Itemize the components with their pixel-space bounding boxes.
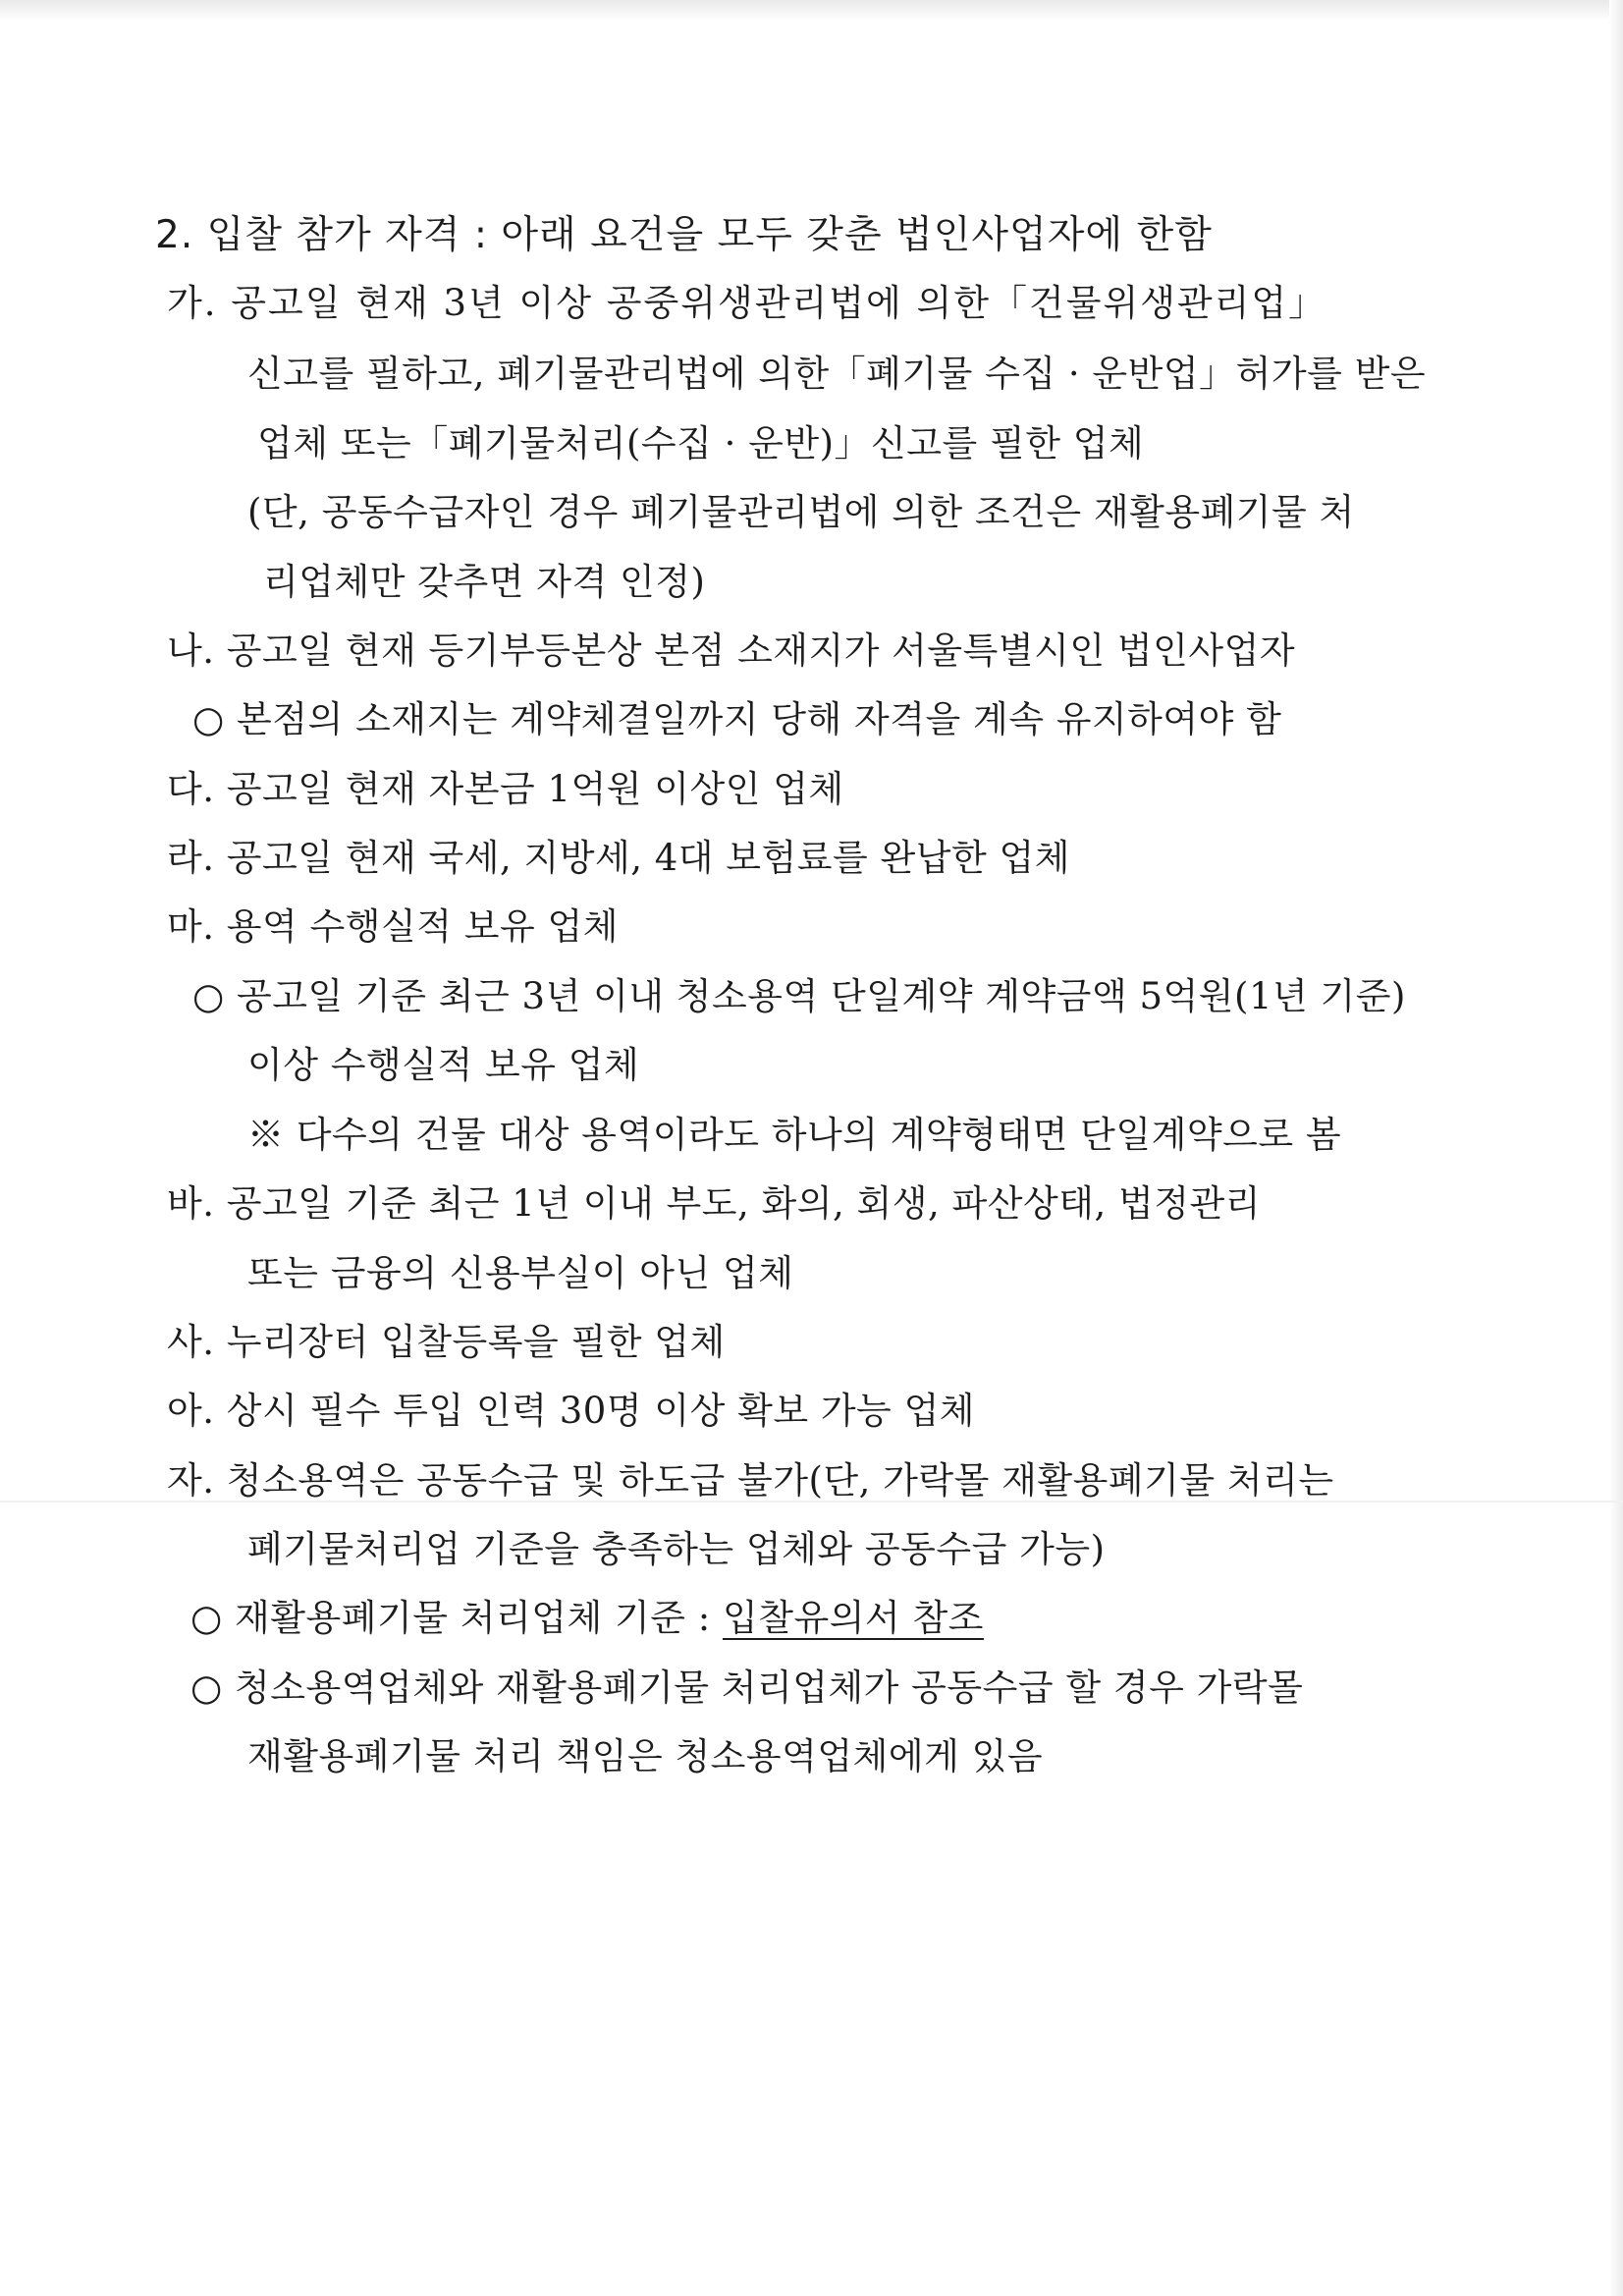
scan-right-edge [1609, 0, 1623, 2296]
item-ba-line-2: 또는 금융의 신용부실이 아닌 업체 [247, 1252, 794, 1294]
item-ma-note: ※ 다수의 건물 대상 용역이라도 하나의 계약형태면 단일계약으로 봄 [247, 1114, 1342, 1156]
item-ma-bullet-line-2: 이상 수행실적 보유 업체 [247, 1044, 640, 1086]
item-ma: 마. 용역 수행실적 보유 업체 [167, 905, 619, 948]
item-ja-bullet-2-line-2: 재활용폐기물 처리 책임은 청소용역업체에게 있음 [247, 1735, 1044, 1777]
section-heading: 2. 입찰 참가 자격 : 아래 요건을 모두 갖춘 법인사업자에 한함 [155, 213, 1213, 257]
item-ga-line-1: 가. 공고일 현재 3년 이상 공중위생관리법에 의한「건물위생관리업」 [167, 282, 1327, 324]
criteria-label: ○ 재활용폐기물 처리업체 기준 : [190, 1597, 723, 1639]
item-na: 나. 공고일 현재 등기부등본상 본점 소재지가 서울특별시인 법인사업자 [167, 629, 1296, 672]
item-ja-line-1: 자. 청소용역은 공동수급 및 하도급 불가(단, 가락몰 재활용폐기물 처리는 [167, 1459, 1334, 1502]
item-ra: 라. 공고일 현재 국세, 지방세, 4대 보험료를 완납한 업체 [167, 837, 1070, 879]
bidding-instructions-reference: 입찰유의서 참조 [722, 1597, 984, 1639]
item-ja-line-2: 폐기물처리업 기준을 충족하는 업체와 공동수급 가능) [247, 1528, 1106, 1570]
item-ga-line-2: 신고를 필하고, 폐기물관리법에 의한「폐기물 수집 · 운반업」허가를 받은 [247, 353, 1427, 395]
item-ma-bullet-line-1: ○ 공고일 기준 최근 3년 이내 청소용역 단일계약 계약금액 5억원(1년 기준) [192, 975, 1406, 1017]
item-a: 아. 상시 필수 투입 인력 30명 이상 확보 가능 업체 [167, 1390, 976, 1432]
item-ba-line-1: 바. 공고일 기준 최근 1년 이내 부도, 화의, 회생, 파산상태, 법정관리 [167, 1182, 1262, 1225]
item-da: 다. 공고일 현재 자본금 1억원 이상인 업체 [167, 768, 844, 810]
item-ja-bullet-1 [190, 1595, 1094, 1642]
item-ga-line-4: (단, 공동수급자인 경우 폐기물관리법에 의한 조건은 재활용폐기물 처 [247, 491, 1355, 533]
item-sa: 사. 누리장터 입찰등록을 필한 업체 [167, 1321, 726, 1363]
scan-top-edge [0, 0, 1623, 22]
item-ga-line-3: 업체 또는「폐기물처리(수집 · 운반)」신고를 필한 업체 [257, 422, 1145, 465]
item-na-bullet: ○ 본점의 소재지는 계약체결일까지 당해 자격을 계속 유지하여야 함 [192, 698, 1282, 740]
item-ja-bullet-2-line-1: ○ 청소용역업체와 재활용폐기물 처리업체가 공동수급 할 경우 가락몰 [190, 1667, 1304, 1709]
item-ga-line-5: 리업체만 갖추면 자격 인정) [263, 561, 706, 603]
